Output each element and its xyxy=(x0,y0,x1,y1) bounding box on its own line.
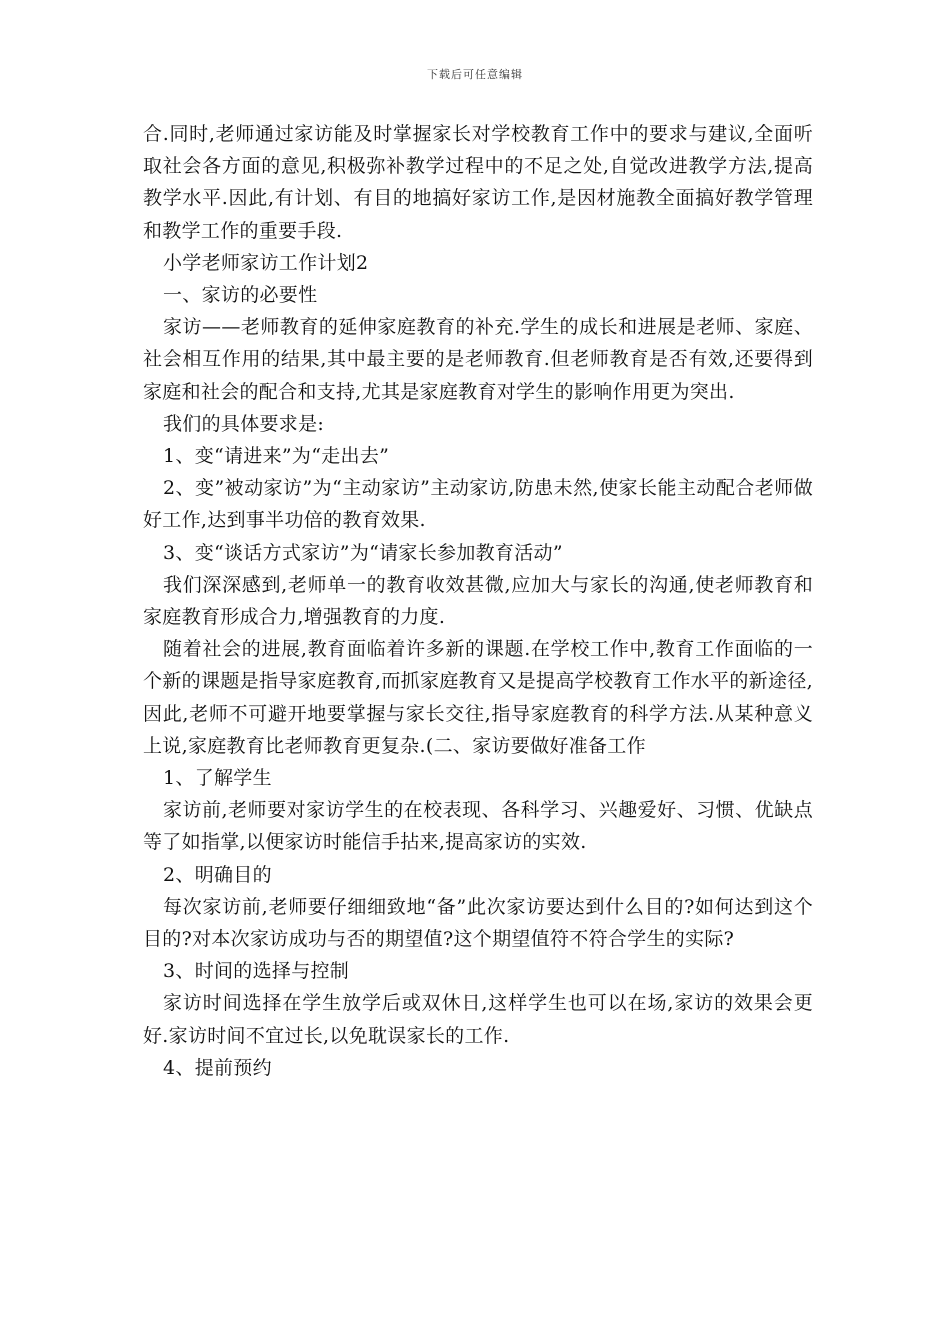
subheading: 3、时间的选择与控制 xyxy=(163,960,350,983)
list-item: 1、变“请进来”为“走出去” xyxy=(163,445,390,468)
section-title: 小学老师家访工作计划2 xyxy=(163,251,369,274)
heading-necessity: 一、家访的必要性 xyxy=(163,284,318,307)
paragraph: 我们的具体要求是: xyxy=(163,412,325,435)
paragraph-continuation: 合.同时,老师通过家访能及时掌握家长对学校教育工作中的要求与建议,全面听取社会各方面的意见,积极弥补教学过程中的不足之处,自觉改进教学方法,提高教学水平.因此,有计划、有目的地搞好家访工作,是因材施教全面搞好教学管理和教学工作的重要手段. xyxy=(143,123,813,242)
list-item: 3、变“谈话方式家访”为“请家长参加教育活动” xyxy=(163,541,563,564)
subheading: 4、提前预约 xyxy=(163,1056,272,1079)
page-header: 下载后可任意编辑 xyxy=(427,68,523,81)
paragraph: 随着社会的进展,教育面临着许多新的课题.在学校工作中,教育工作面临的一个新的课题是指导家庭教育,而抓家庭教育又是提高学校教育工作水平的新途径,因此,老师不可避开地要掌握与家长交往,指导家庭教育的科学方法.从某种意义上说,家庭教育比老师教育更复杂.(二、家访要做好准备工作 xyxy=(143,638,813,757)
subheading: 1、了解学生 xyxy=(163,767,272,790)
paragraph: 家访时间选择在学生放学后或双休日,这样学生也可以在场,家访的效果会更好.家访时间不宜过长,以免耽误家长的工作. xyxy=(143,992,813,1047)
subheading: 2、明确目的 xyxy=(163,863,272,886)
paragraph: 我们深深感到,老师单一的教育收效甚微,应加大与家长的沟通,使老师教育和家庭教育形成合力,增强教育的力度. xyxy=(143,573,813,629)
paragraph: 家访——老师教育的延伸家庭教育的补充.学生的成长和进展是老师、家庭、社会相互作用的结果,其中最主要的是老师教育.但老师教育是否有效,还要得到家庭和社会的配合和支持,尤其是家庭教育对学生的影响作用更为突出. xyxy=(143,316,813,403)
paragraph: 家访前,老师要对家访学生的在校表现、各科学习、兴趣爱好、习惯、优缺点等了如指掌,以便家访时能信手拈来,提高家访的实效. xyxy=(143,799,813,854)
paragraph: 每次家访前,老师要仔细细致地“备”此次家访要达到什么目的?如何达到这个目的?对本次家访成功与否的期望值?这个期望值符不符合学生的实际? xyxy=(143,895,813,951)
list-item: 2、变”被动家访”为“主动家访”主动家访,防患未然,使家长能主动配合老师做好工作,达到事半功倍的教育效果. xyxy=(143,477,813,532)
document-body xyxy=(143,118,813,1084)
